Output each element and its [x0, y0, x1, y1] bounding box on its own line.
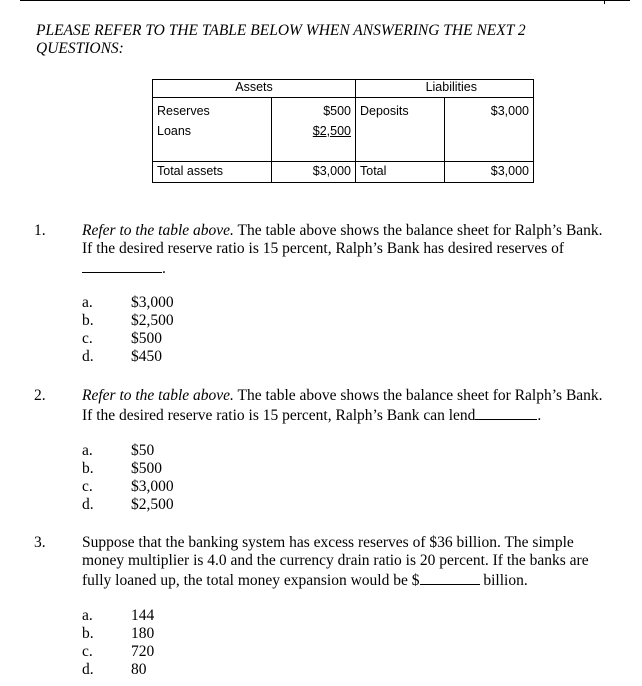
question-3-option-b[interactable]: b. 180 — [82, 625, 155, 642]
question-2-option-a[interactable]: a. $50 — [82, 442, 155, 459]
question-2-intro: Refer to the table above. — [82, 387, 234, 404]
total-liabilities-value: $3,000 — [445, 162, 534, 183]
balance-sheet-table — [152, 79, 534, 183]
question-3-option-d[interactable]: d. 80 — [82, 661, 147, 678]
assets-labels-cell — [153, 98, 272, 162]
question-1-number: 1. — [34, 222, 46, 239]
liabilities-header: Liabilities — [356, 80, 534, 98]
loans-value: $2,500 — [312, 124, 351, 138]
question-1-body: The table above shows the balance sheet for Ralph’s Bank. If the desired reserve ratio is 15 percent, Ralph’s Bank has desired reserves of — [82, 222, 603, 257]
question-3-answer-blank — [420, 570, 480, 585]
reserves-label: Reserves — [157, 104, 210, 118]
reserves-value: $500 — [323, 104, 351, 118]
total-assets-value: $3,000 — [272, 162, 356, 183]
top-rule — [20, 0, 630, 1]
question-3-text: Suppose that the banking system has excess reserves of $36 billion. The simple money multiplier is 4.0 and the currency drain ratio is 20 percent. If the banks are fully loaned up, the total money expansion would be $ billion. — [82, 534, 589, 589]
question-1-option-d[interactable]: d. $450 — [82, 348, 162, 365]
question-1-option-b[interactable]: b. $2,500 — [82, 312, 174, 329]
question-2-number: 2. — [34, 387, 46, 404]
question-2-option-b[interactable]: b. $500 — [82, 460, 162, 477]
question-1-options — [82, 294, 174, 366]
top-rule-tick — [604, 0, 605, 4]
question-2-answer-blank — [475, 405, 537, 420]
total-liabilities-label: Total — [356, 162, 445, 183]
deposits-value: $3,000 — [445, 98, 534, 162]
question-2-options — [82, 442, 174, 514]
question-3-option-c[interactable]: c. 720 — [82, 643, 155, 660]
question-1-option-c[interactable]: c. $500 — [82, 330, 162, 347]
question-3-number: 3. — [34, 534, 46, 551]
deposits-label: Deposits — [356, 98, 445, 162]
question-2-text: Refer to the table above. The table above shows the balance sheet for Ralph’s Bank. If the desired reserve ratio is 15 percent, Ralph’s Bank can lend . — [82, 387, 603, 424]
question-3-option-a[interactable]: a. 144 — [82, 607, 155, 624]
assets-header: Assets — [153, 80, 356, 98]
question-1-intro: Refer to the table above. — [82, 222, 234, 239]
question-2-option-d[interactable]: d. $2,500 — [82, 496, 174, 513]
question-1-answer-blank — [82, 258, 162, 273]
loans-label: Loans — [157, 124, 192, 138]
question-1-text: Refer to the table above. The table above shows the balance sheet for Ralph’s Bank. If the desired reserve ratio is 15 percent, Ralph’s Bank has desired reserves of. — [82, 222, 603, 277]
question-2-body: The table above shows the balance sheet for Ralph’s Bank. If the desired reserve ratio is 15 percent, Ralph’s Bank can lend — [82, 387, 603, 424]
instruction-text: PLEASE REFER TO THE TABLE BELOW WHEN ANSWERING THE NEXT 2 QUESTIONS: — [36, 22, 526, 57]
question-2-option-c[interactable]: c. $3,000 — [82, 478, 174, 495]
question-3-options — [82, 607, 154, 679]
assets-values-cell — [272, 98, 356, 162]
question-3-body: Suppose that the banking system has excess reserves of $36 billion. The simple money multiplier is 4.0 and the currency drain ratio is 20 percent. If the banks are fully loaned up, the total money expansion would be $ — [82, 534, 589, 589]
total-assets-label: Total assets — [153, 162, 272, 183]
question-1-option-a[interactable]: a. $3,000 — [82, 294, 174, 311]
